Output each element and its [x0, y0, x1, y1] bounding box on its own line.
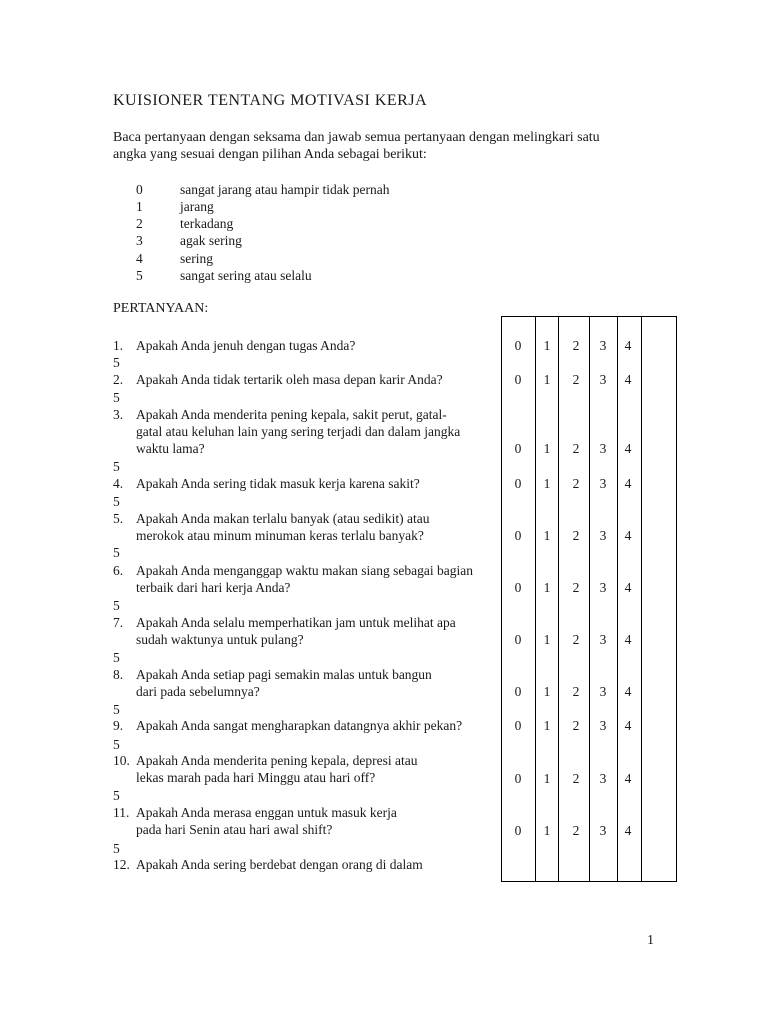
answer-option-5: 5	[113, 355, 120, 370]
answer-option-5: 5	[113, 545, 120, 560]
instruction-line: angka yang sesuai dengan pilihan Anda sebagai berikut:	[113, 147, 427, 162]
question-text: Apakah Anda sering berdebat dengan orang di dalam	[136, 857, 423, 872]
grid-line	[558, 316, 559, 882]
question-number: 8.	[113, 667, 124, 682]
question-text: Apakah Anda selalu memperhatikan jam untuk melihat apa	[136, 615, 456, 630]
answer-option[interactable]: 2	[572, 528, 580, 543]
question-number: 7.	[113, 615, 124, 630]
answer-option[interactable]: 0	[514, 338, 522, 353]
answer-option[interactable]: 2	[572, 684, 580, 699]
answer-option[interactable]: 4	[624, 632, 632, 647]
question-text: gatal atau keluhan lain yang sering terjadi dan dalam jangka	[136, 424, 461, 439]
scale-value: 5	[136, 268, 143, 283]
answer-option[interactable]: 4	[624, 823, 632, 838]
answer-option[interactable]: 0	[514, 372, 522, 387]
grid-line	[641, 316, 642, 882]
answer-option[interactable]: 3	[599, 771, 607, 786]
answer-option[interactable]: 1	[543, 441, 551, 456]
answer-option[interactable]: 2	[572, 372, 580, 387]
grid-line	[501, 316, 677, 317]
answer-option[interactable]: 2	[572, 823, 580, 838]
grid-line	[535, 316, 536, 882]
answer-option[interactable]: 2	[572, 338, 580, 353]
answer-option[interactable]: 2	[572, 580, 580, 595]
answer-option[interactable]: 3	[599, 372, 607, 387]
answer-option[interactable]: 2	[572, 632, 580, 647]
scale-value: 2	[136, 216, 143, 231]
answer-option-5: 5	[113, 788, 120, 803]
answer-option[interactable]: 1	[543, 580, 551, 595]
question-text: Apakah Anda tidak tertarik oleh masa depan karir Anda?	[136, 372, 443, 387]
answer-option[interactable]: 2	[572, 476, 580, 491]
page-number: 1	[647, 933, 654, 948]
answer-option[interactable]: 4	[624, 684, 632, 699]
answer-option[interactable]: 1	[543, 338, 551, 353]
answer-option[interactable]: 2	[572, 718, 580, 733]
answer-option[interactable]: 0	[514, 580, 522, 595]
answer-option[interactable]: 2	[572, 771, 580, 786]
scale-value: 4	[136, 251, 143, 266]
answer-option-5: 5	[113, 841, 120, 856]
answer-option-5: 5	[113, 737, 120, 752]
question-text: pada hari Senin atau hari awal shift?	[136, 822, 333, 837]
answer-option[interactable]: 4	[624, 580, 632, 595]
answer-option-5: 5	[113, 390, 120, 405]
answer-option[interactable]: 0	[514, 476, 522, 491]
question-number: 4.	[113, 476, 124, 491]
answer-option[interactable]: 3	[599, 823, 607, 838]
scale-label: sangat sering atau selalu	[180, 268, 312, 283]
answer-option[interactable]: 1	[543, 372, 551, 387]
answer-option[interactable]: 4	[624, 528, 632, 543]
scale-value: 3	[136, 233, 143, 248]
answer-option[interactable]: 3	[599, 476, 607, 491]
question-number: 1.	[113, 338, 124, 353]
scale-value: 0	[136, 182, 143, 197]
answer-option-5: 5	[113, 650, 120, 665]
question-number: 2.	[113, 372, 124, 387]
scale-label: terkadang	[180, 216, 234, 231]
answer-option[interactable]: 3	[599, 338, 607, 353]
question-text: dari pada sebelumnya?	[136, 684, 260, 699]
answer-option[interactable]: 3	[599, 684, 607, 699]
question-number: 3.	[113, 407, 124, 422]
question-number: 5.	[113, 511, 124, 526]
answer-option[interactable]: 1	[543, 528, 551, 543]
grid-line	[589, 316, 590, 882]
question-number: 9.	[113, 718, 124, 733]
question-number: 11.	[113, 805, 130, 820]
page-title: KUISIONER TENTANG MOTIVASI KERJA	[113, 92, 428, 109]
scale-label: sering	[180, 251, 213, 266]
answer-option[interactable]: 0	[514, 771, 522, 786]
scale-label: sangat jarang atau hampir tidak pernah	[180, 182, 390, 197]
question-text: Apakah Anda menganggap waktu makan siang sebagai bagian	[136, 563, 474, 578]
question-text: sudah waktunya untuk pulang?	[136, 632, 304, 647]
scale-label: agak sering	[180, 233, 242, 248]
answer-option[interactable]: 4	[624, 771, 632, 786]
question-text: waktu lama?	[136, 441, 205, 456]
scale-label: jarang	[180, 199, 214, 214]
answer-option[interactable]: 1	[543, 476, 551, 491]
question-text: merokok atau minum minuman keras terlalu banyak?	[136, 528, 424, 543]
answer-option[interactable]: 3	[599, 528, 607, 543]
grid-line	[501, 881, 677, 882]
grid-line	[501, 316, 502, 882]
answer-option[interactable]: 0	[514, 528, 522, 543]
answer-option[interactable]: 1	[543, 632, 551, 647]
answer-option[interactable]: 1	[543, 718, 551, 733]
answer-option[interactable]: 0	[514, 718, 522, 733]
answer-option[interactable]: 0	[514, 441, 522, 456]
answer-option[interactable]: 2	[572, 441, 580, 456]
grid-line	[617, 316, 618, 882]
question-text: Apakah Anda jenuh dengan tugas Anda?	[136, 338, 356, 353]
question-text: Apakah Anda menderita pening kepala, sakit perut, gatal-	[136, 407, 447, 422]
answer-option[interactable]: 4	[624, 441, 632, 456]
answer-option[interactable]: 0	[514, 632, 522, 647]
answer-option[interactable]: 3	[599, 580, 607, 595]
answer-option-5: 5	[113, 598, 120, 613]
question-text: Apakah Anda setiap pagi semakin malas untuk bangun	[136, 667, 432, 682]
question-text: Apakah Anda makan terlalu banyak (atau sedikit) atau	[136, 511, 430, 526]
question-number: 10.	[113, 753, 130, 768]
answer-option-5: 5	[113, 494, 120, 509]
answer-option[interactable]: 1	[543, 823, 551, 838]
question-text: lekas marah pada hari Minggu atau hari off?	[136, 770, 376, 785]
answer-option[interactable]: 4	[624, 476, 632, 491]
answer-option-5: 5	[113, 702, 120, 717]
question-text: Apakah Anda merasa enggan untuk masuk kerja	[136, 805, 397, 820]
answer-option[interactable]: 0	[514, 823, 522, 838]
answer-option[interactable]: 3	[599, 441, 607, 456]
answer-option[interactable]: 3	[599, 718, 607, 733]
answer-option[interactable]: 4	[624, 372, 632, 387]
instruction-line: Baca pertanyaan dengan seksama dan jawab semua pertanyaan dengan melingkari satu	[113, 130, 600, 145]
section-title: PERTANYAAN:	[113, 301, 209, 316]
grid-line	[676, 316, 677, 882]
question-number: 6.	[113, 563, 124, 578]
answer-option-5: 5	[113, 459, 120, 474]
question-text: Apakah Anda sangat mengharapkan datangnya akhir pekan?	[136, 718, 463, 733]
answer-option[interactable]: 3	[599, 632, 607, 647]
answer-option[interactable]: 1	[543, 771, 551, 786]
question-text: terbaik dari hari kerja Anda?	[136, 580, 291, 595]
answer-option[interactable]: 1	[543, 684, 551, 699]
scale-value: 1	[136, 199, 143, 214]
question-number: 12.	[113, 857, 130, 872]
question-text: Apakah Anda menderita pening kepala, depresi atau	[136, 753, 418, 768]
answer-option[interactable]: 0	[514, 684, 522, 699]
answer-option[interactable]: 4	[624, 718, 632, 733]
question-text: Apakah Anda sering tidak masuk kerja karena sakit?	[136, 476, 420, 491]
answer-option[interactable]: 4	[624, 338, 632, 353]
